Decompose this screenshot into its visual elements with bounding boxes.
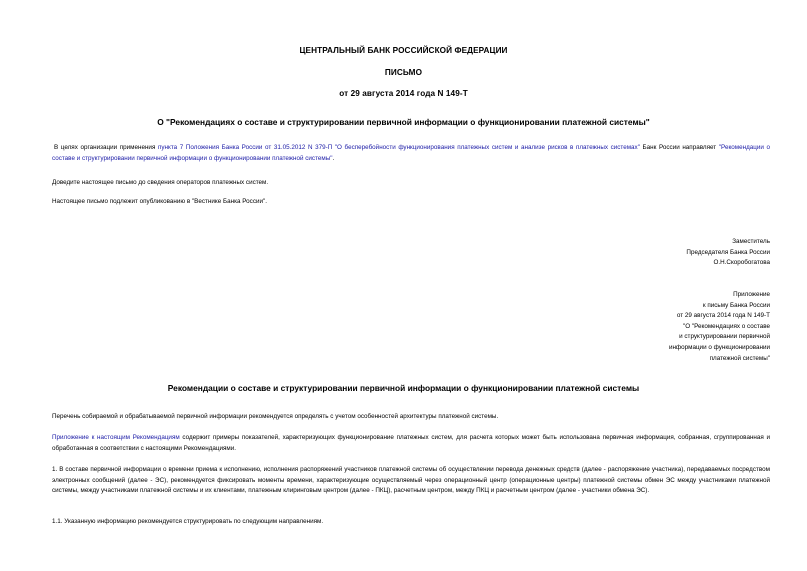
document-type: ПИСЬМО [384,68,423,77]
intro-text-mid: Банк России направляет [639,144,719,151]
appendix-line: платежной системы" [709,354,770,362]
issuer-heading: ЦЕНТРАЛЬНЫЙ БАНК РОССИЙСКОЙ ФЕДЕРАЦИИ [299,46,508,55]
intro-paragraph-3: Настоящее письмо подлежит опубликованию в "Вестнике Банка России". [52,198,267,205]
recommendations-link[interactable]: "Рекомендации о составе и структурировании первичной информации о функционировании платежной системы" [52,144,770,162]
body-paragraph-4: 1.1. Указанную информацию рекомендуется структурировать по следующим направлениям. [52,518,324,525]
signature-name: О.Н.Скоробогатова [713,259,770,267]
appendix-link[interactable]: Приложение к настоящим Рекомендациям [52,434,180,441]
appendix-reference [530,290,770,364]
body-paragraph-3: 1. В составе первичной информации о времени приема к исполнению, исполнения распоряжений участников платежной системы об осуществлении перевода денежных средств (далее - распоряжение участника), передаваемых посредством электронных сообщений (далее - ЭС), рекомендуется фиксировать моменты времени, характеризующие осуществляемый через операционный центр (операционные центры) платежной системы обмен ЭС между участниками платежной системы, между участниками платежной системы и их клиентами, платежным клиринговым центром (далее - ПКЦ), расчетным центром, между ПКЦ и расчетным центром (далее - участники обмена ЭС). [52,466,770,494]
appendix-line: и структурировании первичной [679,333,770,341]
intro-text-start: В целях организации применения [54,144,158,151]
intro-paragraph-1 [52,143,770,164]
intro-text-end: . [332,154,335,162]
body-paragraph-2 [52,433,770,454]
regulation-link[interactable]: пункта 7 Положения Банка России от 31.05.2012 N 379-П "О бесперебойности функционирования платежных систем и анализе рисков в платежных системах" [157,144,640,151]
appendix-line: к письму Банка России [702,301,770,309]
appendix-line: информации о функционировании [668,343,770,351]
appendix-line: от 29 августа 2014 года N 149-Т [676,312,770,320]
body-paragraph-1: Перечень собираемой и обрабатываемой первичной информации рекомендуется определять с учетом особенностей архитектуры платежной системы. [52,413,499,420]
body-paragraph-2-text: содержит примеры показателей, характеризующих функционирование платежных систем, для расчета которых может быть использована первичная информация, собранная, сгруппированная и обработанная в соответствии с настоящими Рекомендациями. [52,434,770,452]
appendix-line: Приложение [733,291,770,298]
signature-position: Заместитель [732,238,770,245]
date-and-number: от 29 августа 2014 года N 149-Т [339,89,468,98]
signature-position-2: Председателя Банка России [686,248,770,256]
recommendations-title: Рекомендации о составе и структурировании первичной информации о функционировании платежной системы [167,383,640,393]
appendix-line: "О "Рекомендациях о составе [682,322,770,330]
intro-paragraph-2: Доведите настоящее письмо до сведения операторов платежных систем. [52,179,269,186]
signature-block [530,237,770,269]
letter-title: О "Рекомендациях о составе и структурировании первичной информации о функционировании платежной системы" [157,117,650,127]
